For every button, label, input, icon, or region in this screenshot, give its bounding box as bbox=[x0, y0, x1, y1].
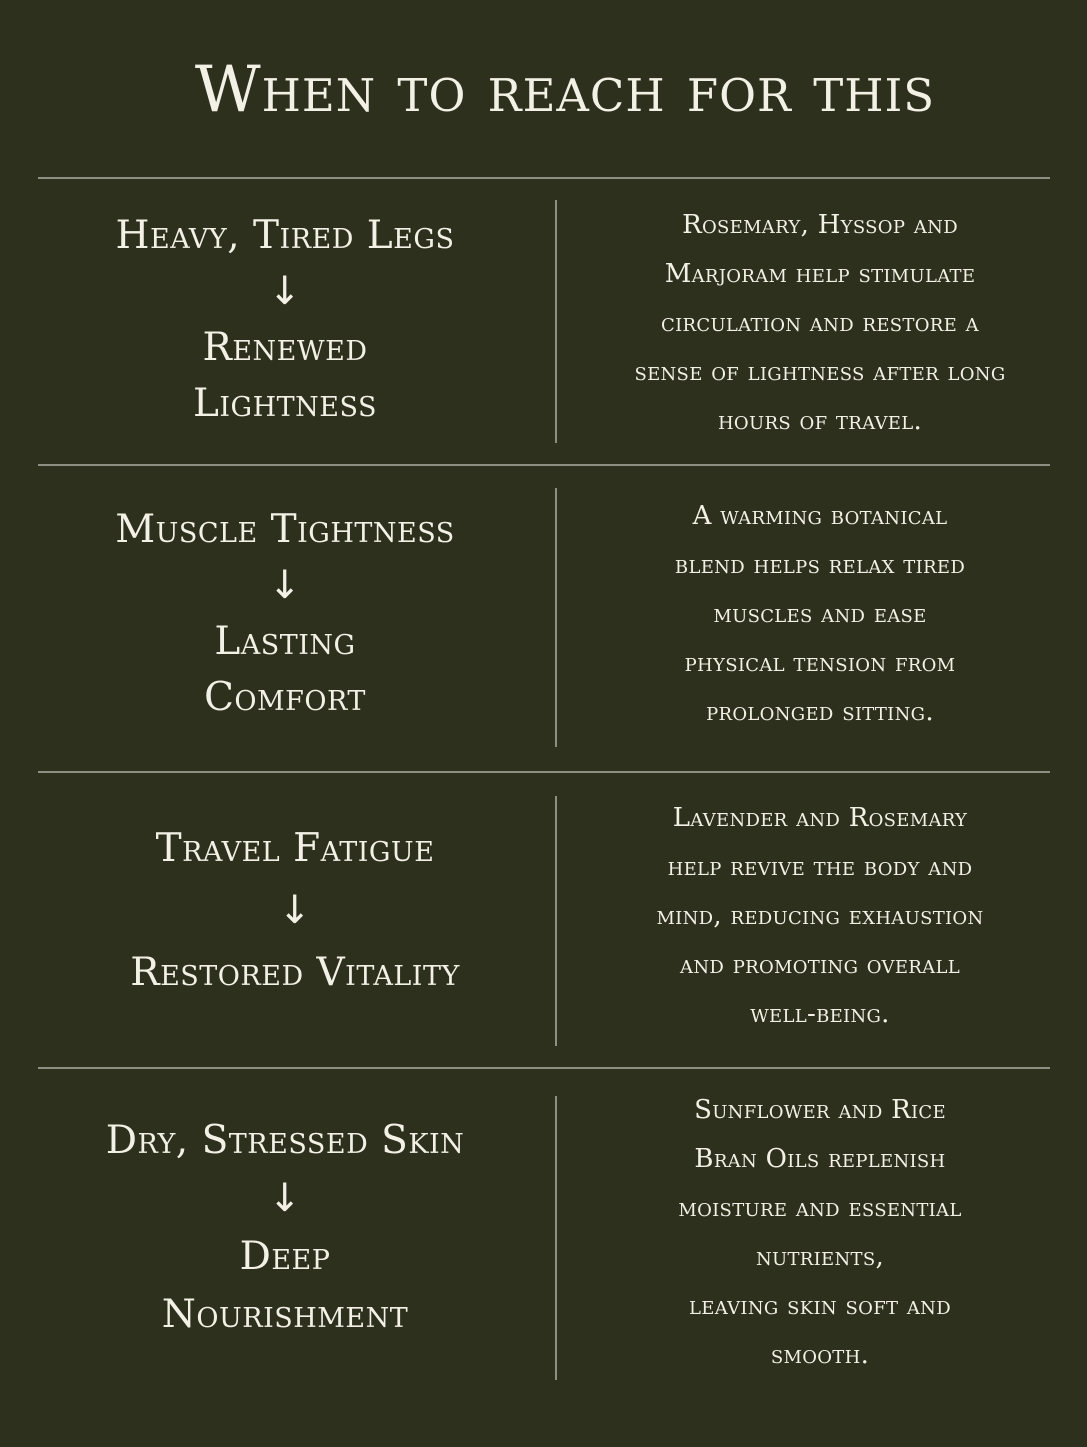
divider-top bbox=[38, 177, 1050, 179]
benefit-heavy-legs bbox=[70, 208, 500, 432]
result-label: Comfort bbox=[204, 675, 366, 720]
description-line: Rosemary, Hyssop and bbox=[682, 210, 958, 240]
description-line: Sunflower and Rice bbox=[694, 1095, 946, 1125]
benefit-muscle-tightness bbox=[70, 502, 500, 726]
description-line: leaving skin soft and bbox=[689, 1291, 951, 1321]
description-line: mind, reducing exhaustion bbox=[656, 901, 984, 931]
description-line: blend helps relax tired bbox=[674, 550, 966, 580]
concern-label: Heavy, Tired Legs bbox=[115, 213, 455, 258]
result-label: Lasting bbox=[214, 619, 356, 664]
description-line: muscles and ease bbox=[713, 599, 927, 629]
description-line: Lavender and Rosemary bbox=[672, 803, 968, 833]
result-label: Lightness bbox=[192, 381, 378, 426]
column-divider-2 bbox=[555, 488, 557, 747]
result-label: Renewed bbox=[202, 325, 368, 370]
description-dry-skin bbox=[580, 1086, 1060, 1380]
description-muscle-tightness bbox=[580, 492, 1060, 737]
description-line: hours of travel. bbox=[717, 406, 923, 436]
description-line: Bran Oils replenish bbox=[694, 1144, 946, 1174]
column-divider-1 bbox=[555, 200, 557, 443]
divider-row-2 bbox=[38, 771, 1050, 773]
result-label: Restored Vitality bbox=[130, 950, 460, 995]
description-line: and promoting overall bbox=[680, 950, 960, 980]
result-label: Nourishment bbox=[161, 1292, 409, 1337]
result-label: Deep bbox=[239, 1234, 331, 1279]
down-arrow-icon: ↓ bbox=[268, 269, 302, 314]
description-line: help revive the body and bbox=[667, 852, 973, 882]
column-divider-3 bbox=[555, 796, 557, 1046]
concern-label: Dry, Stressed Skin bbox=[105, 1118, 465, 1163]
description-line: Marjoram help stimulate bbox=[664, 259, 976, 289]
benefit-travel-fatigue bbox=[75, 818, 515, 1004]
description-line: nutrients, bbox=[755, 1242, 885, 1272]
description-line: circulation and restore a bbox=[661, 308, 979, 338]
description-heavy-legs bbox=[580, 201, 1060, 446]
description-line: smooth. bbox=[770, 1340, 870, 1370]
divider-row-3 bbox=[38, 1067, 1050, 1069]
description-line: well-being. bbox=[750, 999, 890, 1029]
description-line: moisture and essential bbox=[678, 1193, 962, 1223]
page-title: When to reach for this bbox=[194, 53, 936, 127]
description-line: A warming botanical bbox=[692, 501, 948, 531]
benefit-dry-skin bbox=[70, 1112, 500, 1344]
divider-row-1 bbox=[38, 464, 1050, 466]
down-arrow-icon: ↓ bbox=[268, 563, 302, 608]
description-line: physical tension from bbox=[684, 648, 956, 678]
column-divider-4 bbox=[555, 1096, 557, 1380]
concern-label: Muscle Tightness bbox=[115, 507, 455, 552]
concern-label: Travel Fatigue bbox=[155, 826, 435, 871]
description-travel-fatigue bbox=[580, 794, 1060, 1039]
down-arrow-icon: ↓ bbox=[278, 888, 312, 933]
down-arrow-icon: ↓ bbox=[268, 1176, 302, 1221]
description-line: prolonged sitting. bbox=[706, 697, 934, 727]
description-line: sense of lightness after long bbox=[634, 357, 1006, 387]
